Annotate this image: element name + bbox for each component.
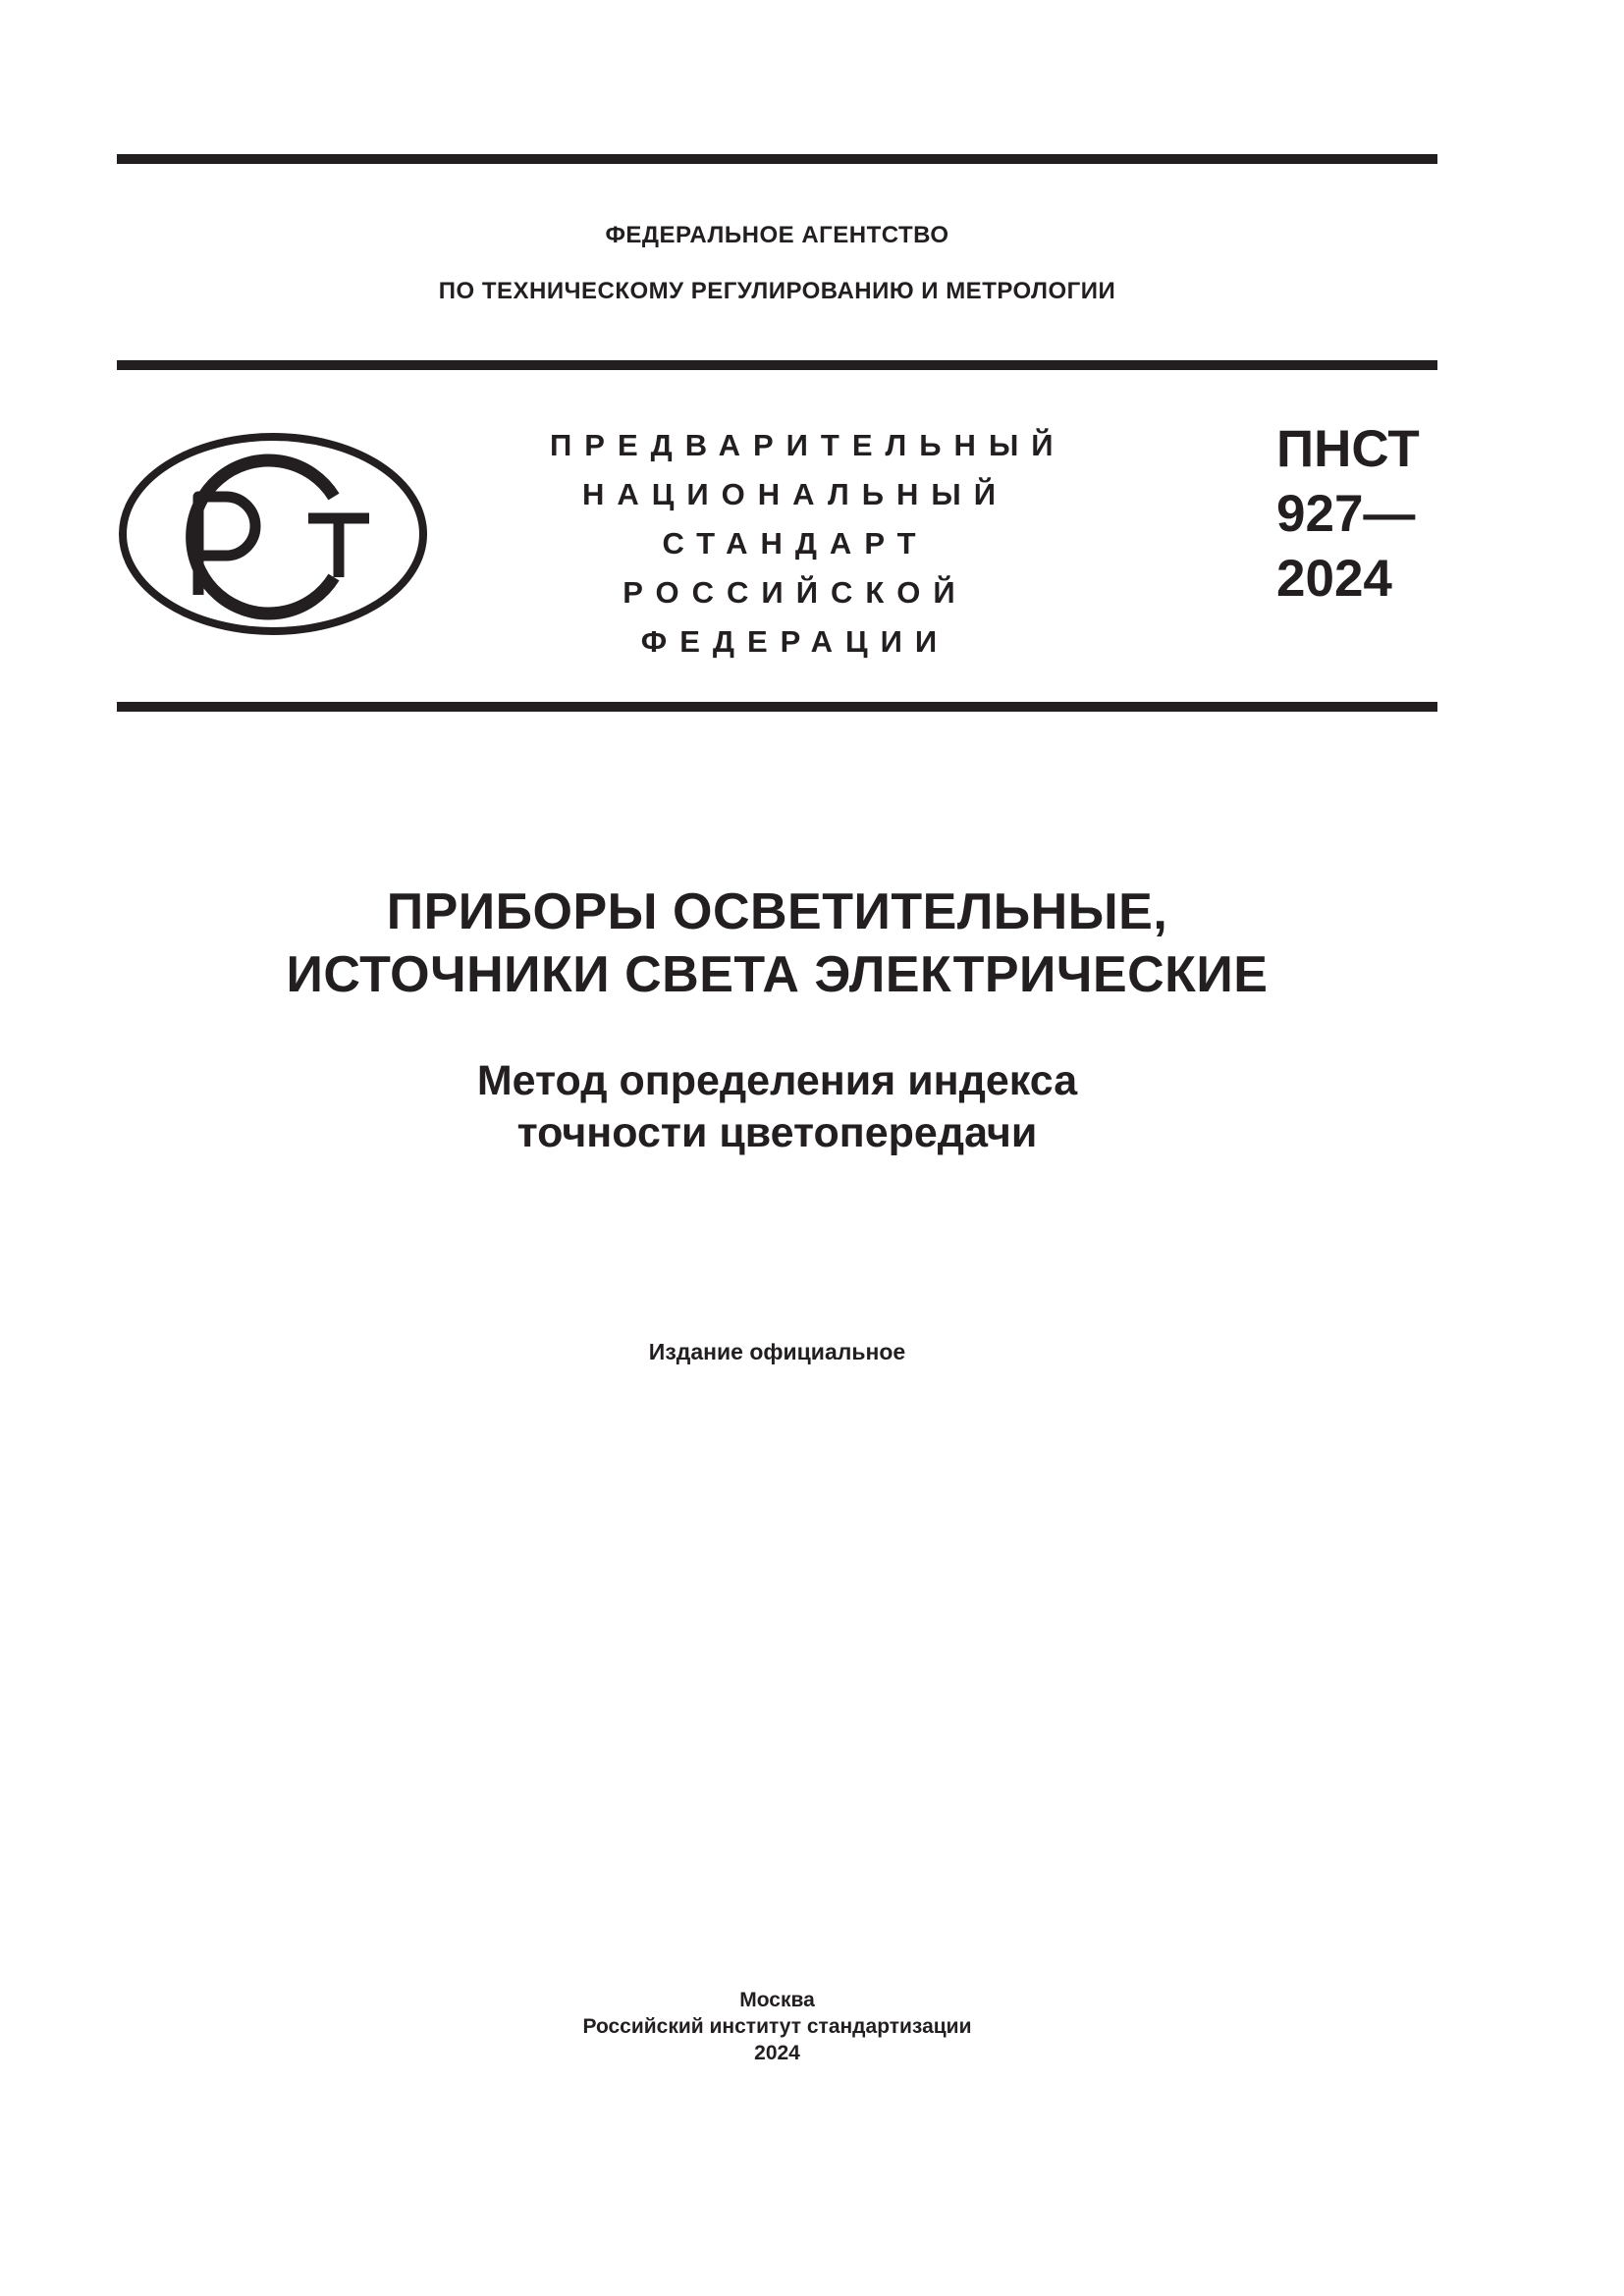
standard-type-line2: НАЦИОНАЛЬНЫЙ bbox=[581, 477, 1009, 511]
imprint bbox=[117, 1987, 1437, 2066]
standard-type-line3: СТАНДАРТ bbox=[662, 526, 929, 561]
title-line2: ИСТОЧНИКИ СВЕТА ЭЛЕКТРИЧЕСКИЕ bbox=[286, 946, 1269, 1003]
subtitle-line1: Метод определения индекса bbox=[476, 1057, 1078, 1104]
standard-type-line4: РОССИЙСКОЙ bbox=[623, 575, 968, 610]
standard-type-line5: ФЕДЕРАЦИИ bbox=[640, 624, 950, 659]
standard-type-heading bbox=[550, 421, 1066, 667]
imprint-year: 2024 bbox=[754, 2042, 800, 2064]
document-subtitle bbox=[117, 1055, 1437, 1159]
subtitle-line2: точности цветопередачи bbox=[516, 1109, 1038, 1156]
top-rule bbox=[117, 154, 1437, 164]
title-line1: ПРИБОРЫ ОСВЕТИТЕЛЬНЫЕ, bbox=[386, 883, 1168, 940]
designation-year: 2024 bbox=[1276, 550, 1392, 608]
standard-type-line1: ПРЕДВАРИТЕЛЬНЫЙ bbox=[550, 428, 1066, 462]
rst-gost-emblem-icon bbox=[116, 430, 430, 638]
agency-name-line2: ПО ТЕХНИЧЕСКОМУ РЕГУЛИРОВАНИЮ И МЕТРОЛОГИИ bbox=[438, 278, 1116, 304]
imprint-publisher: Российский институт стандартизации bbox=[582, 2015, 972, 2038]
edition-label: Издание официальное bbox=[648, 1339, 906, 1364]
agency-name-line1: ФЕДЕРАЛЬНОЕ АГЕНТСТВО bbox=[605, 222, 949, 248]
standard-designation bbox=[1276, 417, 1420, 612]
designation-prefix: ПНСТ bbox=[1276, 420, 1420, 478]
designation-number: 927— bbox=[1276, 485, 1416, 543]
imprint-city: Москва bbox=[739, 1989, 815, 2011]
header-divider-rule bbox=[117, 360, 1437, 370]
header-bottom-rule bbox=[117, 702, 1437, 712]
document-title bbox=[117, 881, 1437, 1006]
